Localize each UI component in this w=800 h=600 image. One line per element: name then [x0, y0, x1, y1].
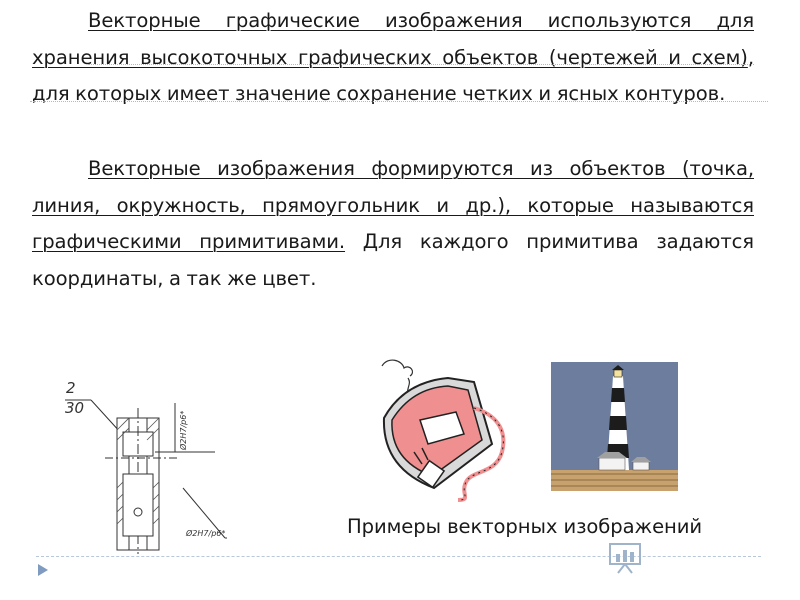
- technical-drawing: [55, 378, 240, 556]
- paragraph1-underlined: Векторные графические изображения используются для хранения высокоточных графических объектов (чертежей и схем): [32, 9, 754, 69]
- paragraph-raster-vector-usage: [32, 3, 754, 113]
- paragraph1-plain: , для которых имеет значение сохранение четких и ясных контуров.: [32, 45, 754, 105]
- drawing-label: 30: [65, 399, 85, 417]
- presentation-chart-icon: [608, 540, 644, 574]
- paragraph2-plain: Для каждого примитива задаются координаты, а так же цвет.: [32, 230, 754, 290]
- paragraph2-underlined: Векторные изображения формируются из объектов (точка, линия, окружность, прямоугольник и др.), которые называются графическими примитивами.: [32, 157, 754, 253]
- drawing-label: 2: [66, 379, 76, 397]
- lighthouse-clipart-icon: [551, 362, 678, 491]
- dotted-rule: [88, 64, 754, 65]
- dotted-rule: [30, 101, 768, 102]
- fit-label: Ø2H7/p6*: [179, 410, 188, 450]
- iron-clipart-icon: [364, 348, 534, 506]
- paragraph-vector-primitives: [32, 151, 754, 297]
- slide-marker-icon: [37, 563, 49, 577]
- caption: Примеры векторных изображений: [347, 515, 703, 538]
- fit-label: Ø2H7/p6*: [186, 529, 226, 538]
- footer-divider: [36, 556, 761, 557]
